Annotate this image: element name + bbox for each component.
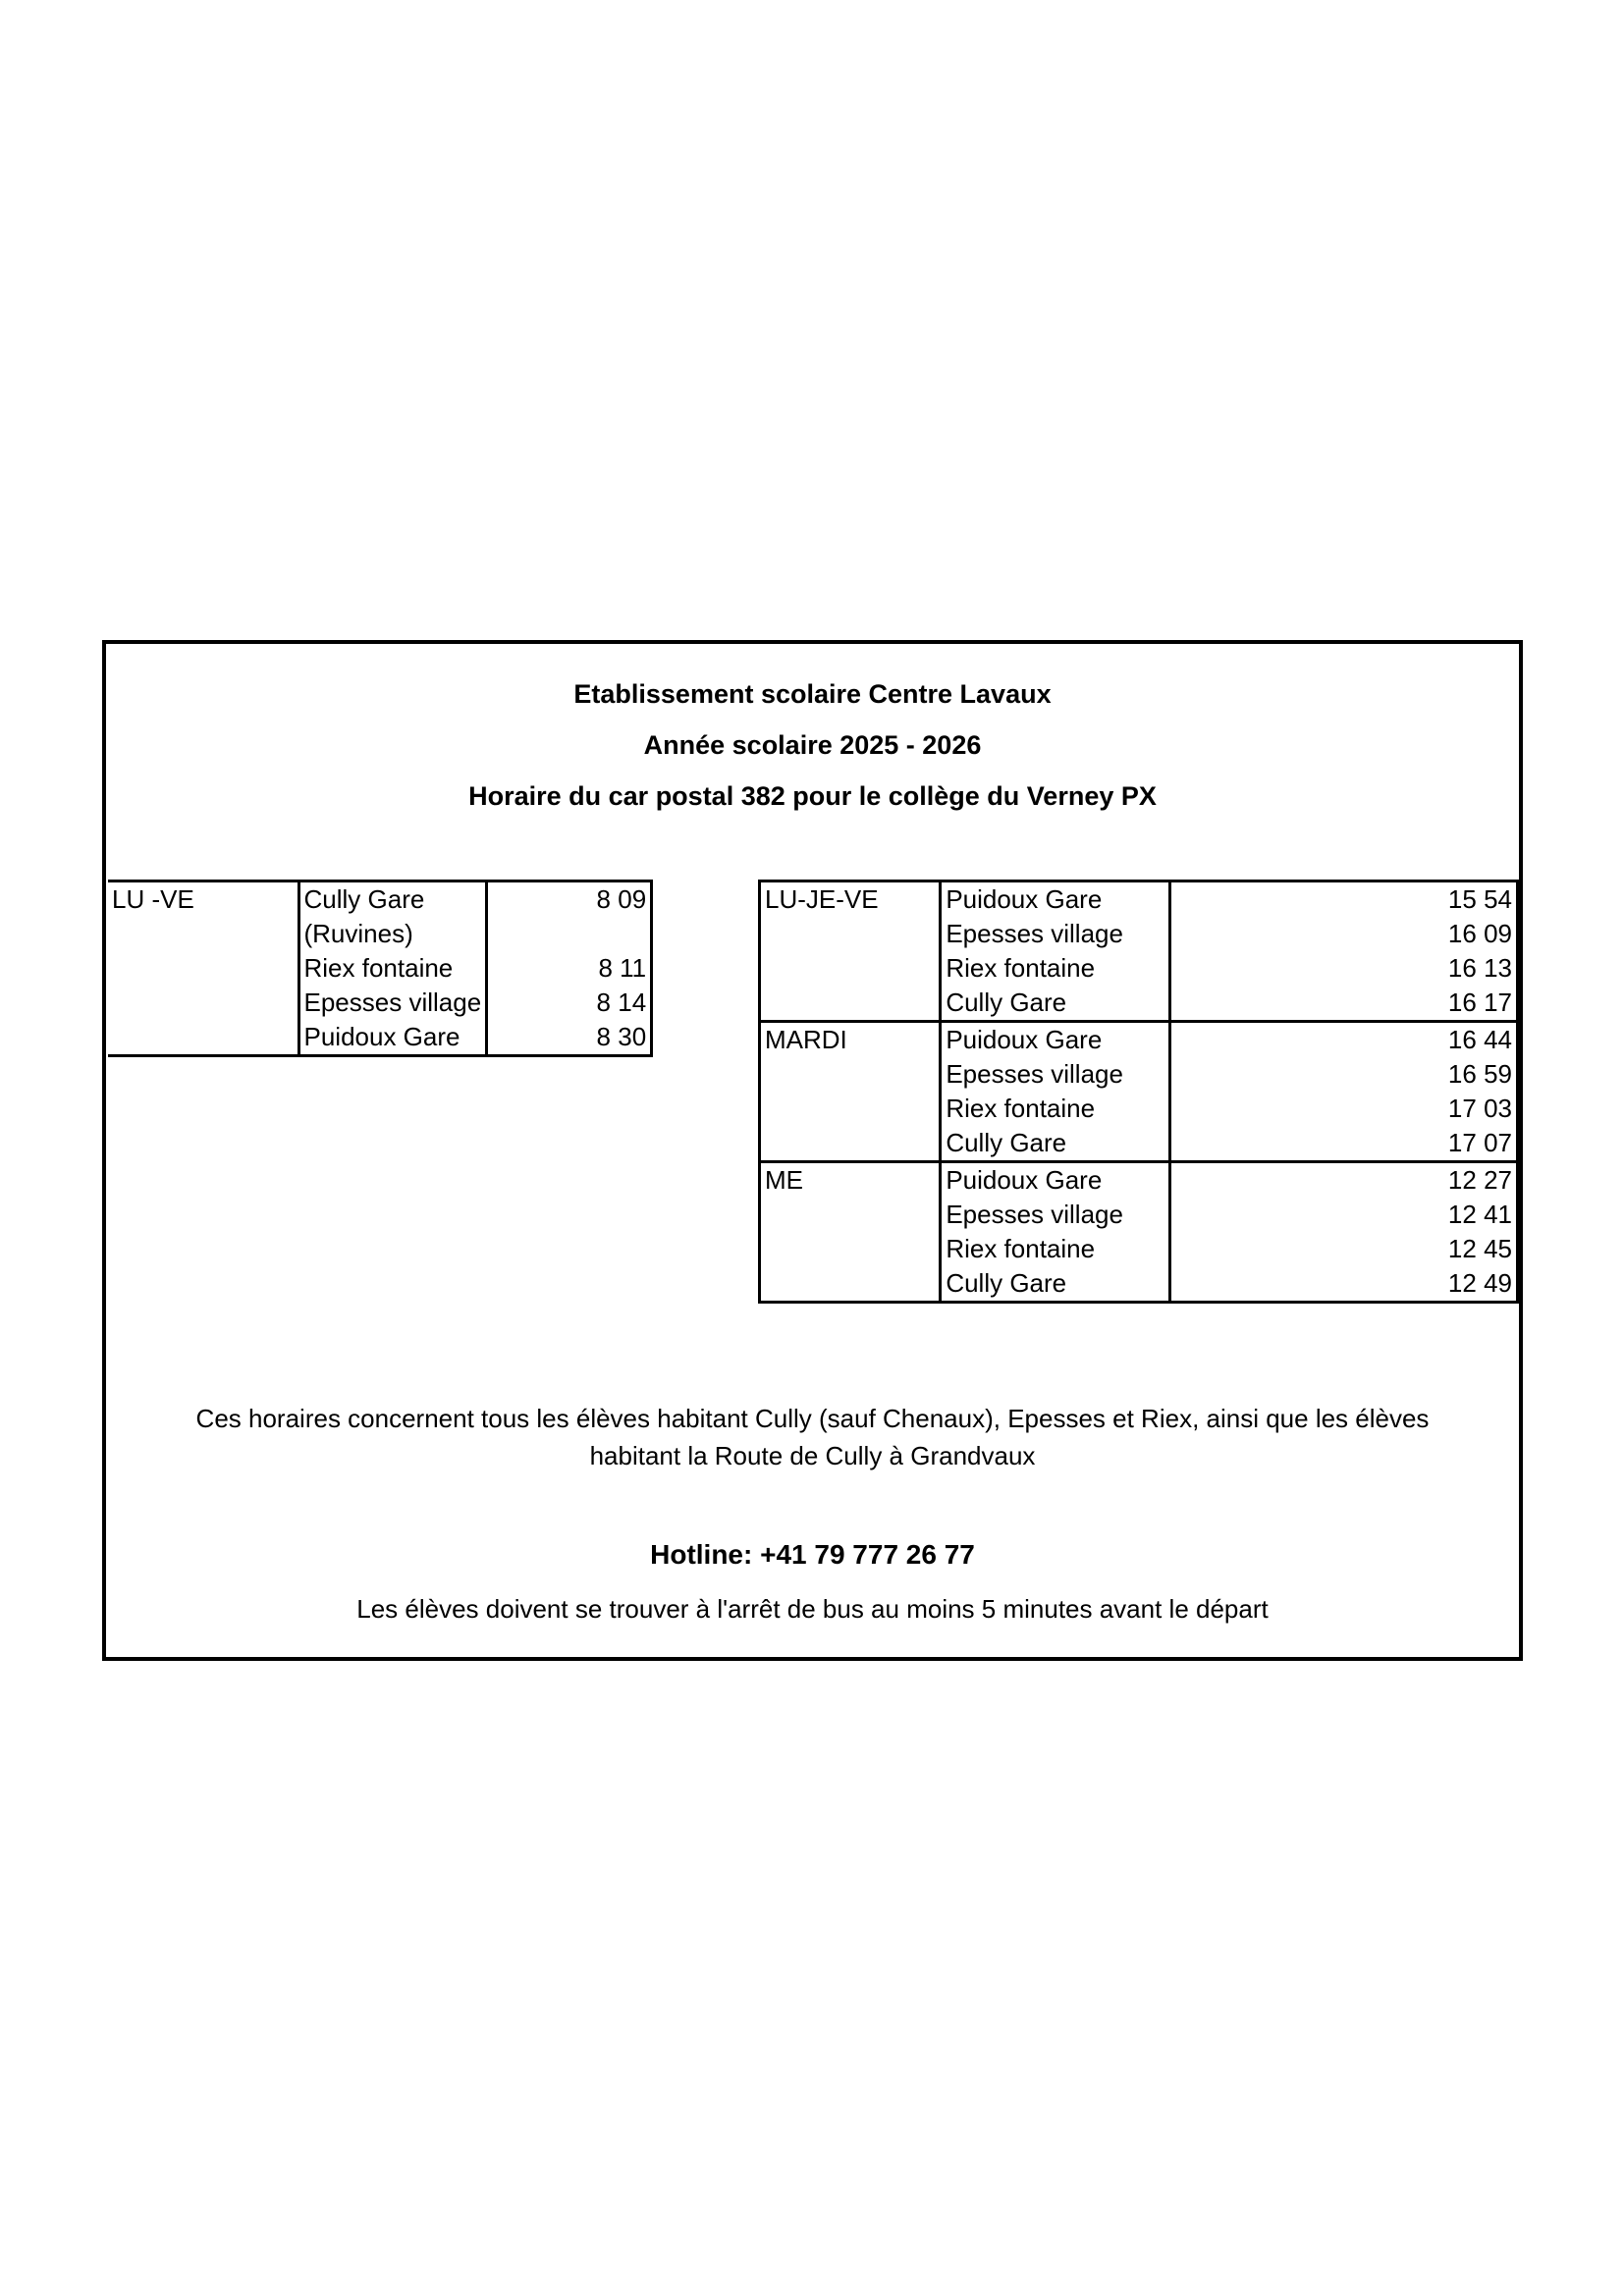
day-label: MARDI: [760, 1022, 941, 1162]
morning-schedule-table: [108, 880, 653, 1057]
departure-time: 16 17: [1170, 986, 1518, 1022]
school-name: Etablissement scolaire Centre Lavaux: [573, 679, 1052, 709]
stop-name: Epesses village: [941, 917, 1170, 951]
departure-time: 15 54: [1170, 881, 1518, 918]
coverage-note-line1: Ces horaires concernent tous les élèves habitant Cully (sauf Chenaux), Epesses et Riex, ainsi que les élèves: [195, 1404, 1430, 1433]
departure-time: 12 41: [1170, 1198, 1518, 1232]
afternoon-schedule-table: [758, 880, 1519, 1304]
departure-time: 8 30: [487, 1020, 652, 1056]
departure-time: 8 11: [487, 951, 652, 986]
stop-name: Riex fontaine: [941, 1092, 1170, 1126]
stop-name: Riex fontaine: [941, 1232, 1170, 1266]
departure-time: 16 59: [1170, 1057, 1518, 1092]
schedule-title: Horaire du car postal 382 pour le collège du Verney PX: [468, 781, 1157, 811]
departure-time: 17 07: [1170, 1126, 1518, 1162]
school-year: Année scolaire 2025 - 2026: [643, 730, 982, 760]
departure-time: [487, 917, 652, 951]
day-label: LU-JE-VE: [760, 881, 941, 1022]
stop-name: Cully Gare: [298, 881, 487, 918]
stop-name: Epesses village: [298, 986, 487, 1020]
stop-name: Puidoux Gare: [941, 1022, 1170, 1058]
departure-time: 16 44: [1170, 1022, 1518, 1058]
stop-name: Puidoux Gare: [941, 1162, 1170, 1199]
table-row: [760, 1162, 1518, 1199]
stop-name: Puidoux Gare: [941, 881, 1170, 918]
arrival-instruction: Les élèves doivent se trouver à l'arrêt de bus au moins 5 minutes avant le départ: [356, 1594, 1269, 1624]
table-row: [108, 881, 652, 918]
day-label: LU -VE: [108, 881, 298, 1056]
stop-name: Riex fontaine: [941, 951, 1170, 986]
stop-name: Cully Gare: [941, 986, 1170, 1022]
departure-time: 12 49: [1170, 1266, 1518, 1303]
hotline-number: Hotline: +41 79 777 26 77: [650, 1539, 975, 1570]
departure-time: 12 45: [1170, 1232, 1518, 1266]
stop-name: Riex fontaine: [298, 951, 487, 986]
departure-time: 16 09: [1170, 917, 1518, 951]
stop-name: Epesses village: [941, 1198, 1170, 1232]
departure-time: 12 27: [1170, 1162, 1518, 1199]
coverage-note-line2: habitant la Route de Cully à Grandvaux: [589, 1441, 1036, 1470]
stop-name: Puidoux Gare: [298, 1020, 487, 1056]
stop-name: Cully Gare: [941, 1266, 1170, 1303]
departure-time: 8 09: [487, 881, 652, 918]
table-row: [760, 1022, 1518, 1058]
departure-time: 17 03: [1170, 1092, 1518, 1126]
table-row: [760, 881, 1518, 918]
stop-name: Cully Gare: [941, 1126, 1170, 1162]
stop-name: Epesses village: [941, 1057, 1170, 1092]
departure-time: 16 13: [1170, 951, 1518, 986]
day-label: ME: [760, 1162, 941, 1303]
schedule-frame: [102, 640, 1523, 1661]
departure-time: 8 14: [487, 986, 652, 1020]
stop-name: (Ruvines): [298, 917, 487, 951]
